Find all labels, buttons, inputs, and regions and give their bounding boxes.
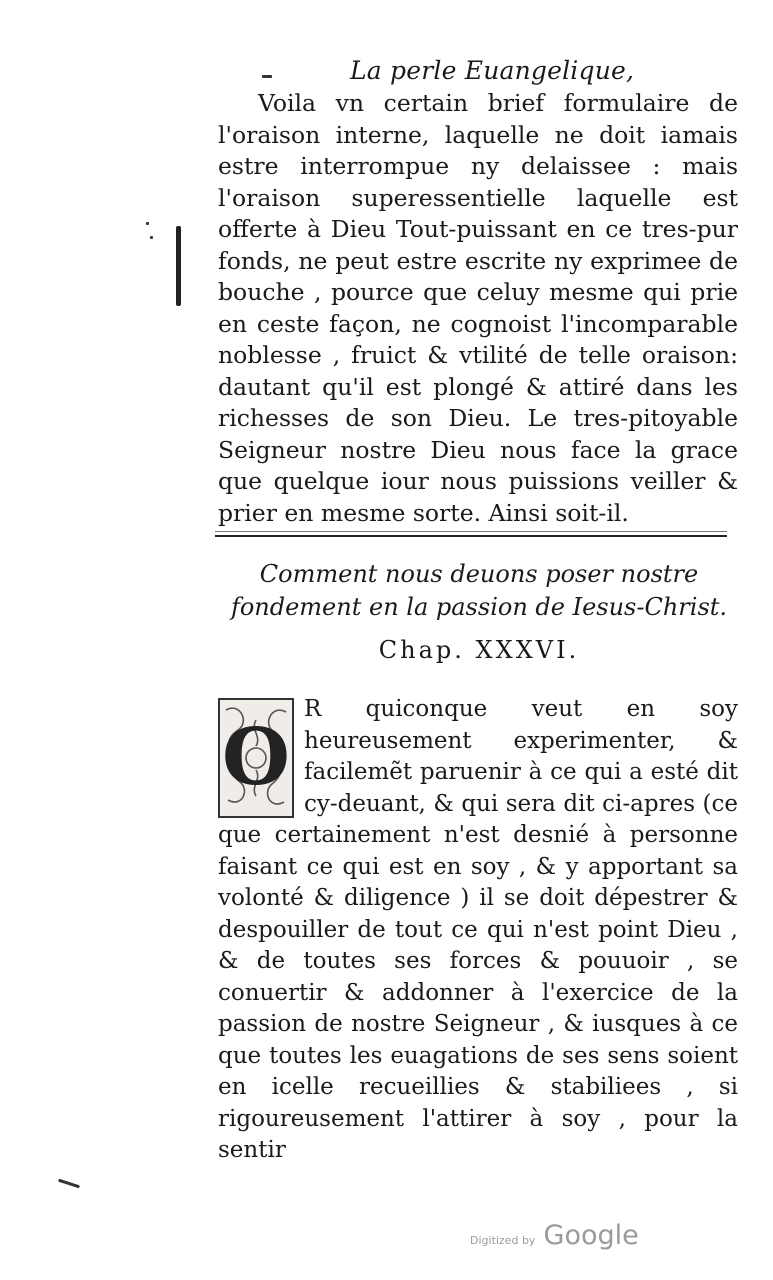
- paragraph-oraison: Voila vn certain brief formulaire de l'oraison interne, laquelle ne doit iamais estre interrompue ny delaissee : mais l'oraison superessentielle laquelle est offerte à Dieu Tout-puissant en ce tres-pur fonds, ne peut estre escrite ny exprimee de bouche , pource que celuy mesme qui prie en ceste façon, ne cognoist l'incomparable noblesse , fruict & vtilité de telle oraison: dautant qu'il est plongé & attiré dans les richesses de son Dieu. Le tres-pitoyable Seigneur nostre Dieu nous face la grace que quelque iour nous puissions veiller & prier en mesme sorte. Ainsi soit-il.: [218, 89, 738, 527]
- running-head: La perle Euangelique,: [350, 56, 635, 85]
- chapter-title: Comment nous deuons poser nostre fondement en la passion de Iesus-Christ.: [230, 560, 728, 621]
- google-watermark: [470, 1220, 639, 1251]
- section-rule-thin: [215, 531, 727, 532]
- margin-bracket-mark: [176, 226, 181, 306]
- ink-speck: [262, 75, 272, 78]
- ink-speck: [58, 1179, 80, 1189]
- chapter-number: Chap. XXXVI.: [378, 636, 580, 664]
- section-rule: [215, 535, 727, 537]
- watermark-brand: Google: [543, 1220, 639, 1251]
- ink-speck: [146, 222, 149, 225]
- ink-speck: [150, 236, 153, 239]
- ornamental-drop-cap: [218, 698, 294, 818]
- paragraph-chapter-text: R quiconque veut en soy heureusement experimenter, & facilemẽt paruenir à ce qui a esté dit cy-deuant, & qui sera dit ci-apres (ce que certainement n'est desnié à personne faisant ce qui est en soy , & y apportant sa volonté & diligence ) il se doit dépestrer & despouiller de tout ce qui n'est point Dieu , & de toutes ses forces & pouuoir , se conuertir & addonner à l'exercice de la passion de nostre Seigneur , & iusques à ce que toutes les euagations de ses sens soient en icelle recueillies & stabiliees , si rigoureusement l'attirer à soy , pour la sentir: [218, 696, 738, 1163]
- watermark-prefix: Digitized by: [470, 1234, 536, 1247]
- drop-cap-letter: O: [222, 712, 290, 803]
- paragraph-chapter-body: [218, 694, 738, 1167]
